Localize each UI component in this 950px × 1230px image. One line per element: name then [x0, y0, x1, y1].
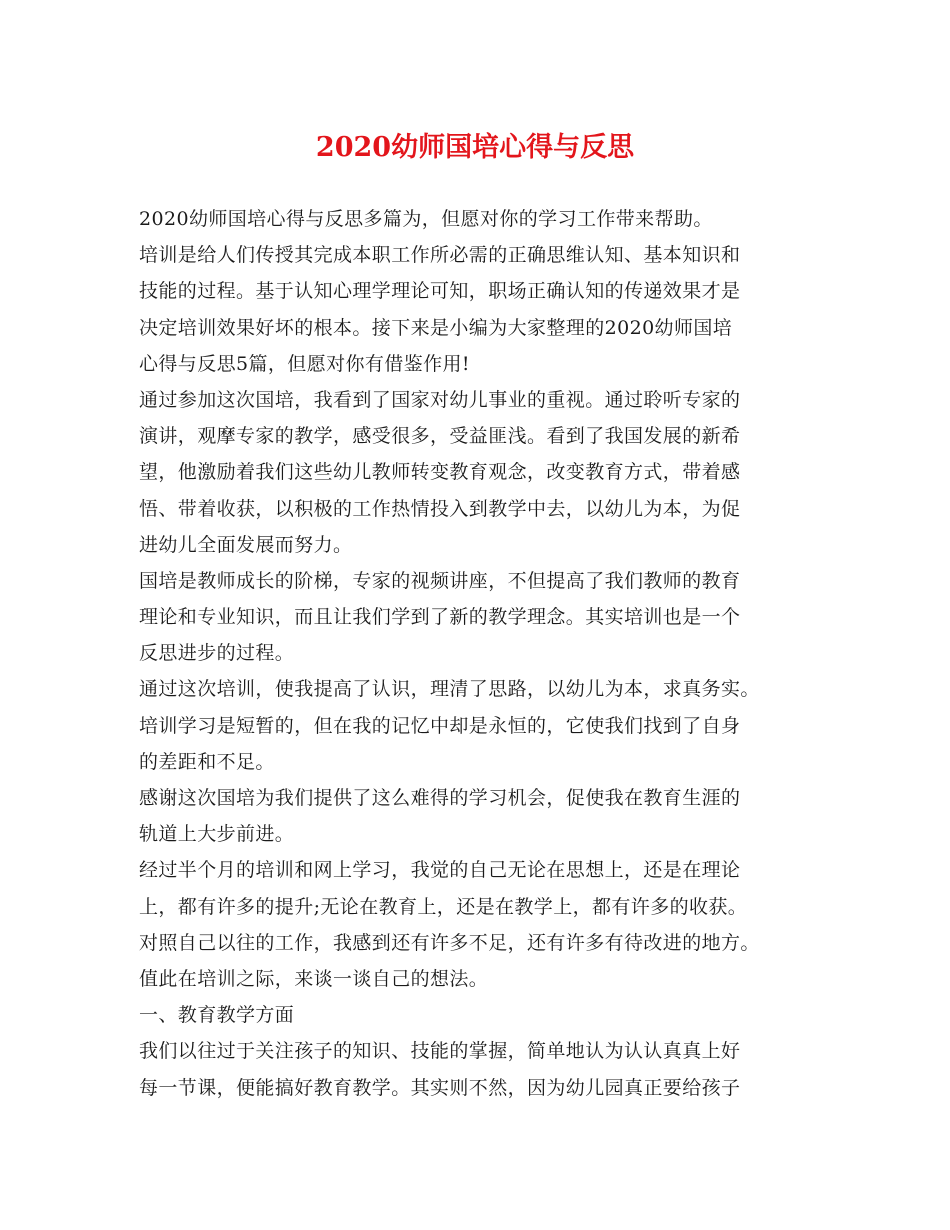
text-line: 感谢这次国培为我们提供了这么难得的学习机会，促使我在教育生涯的	[139, 787, 741, 809]
text-line: 2020幼师国培心得与反思多篇为，但愿对你的学习工作带来帮助。	[139, 208, 713, 230]
document-body	[139, 201, 829, 1106]
text-line: 演讲，观摩专家的教学，感受很多，受益匪浅。看到了我国发展的新希	[139, 425, 741, 448]
section-heading: 一、教育教学方面	[139, 1004, 295, 1027]
text-line: 的差距和不足。	[139, 750, 275, 773]
text-line: 值此在培训之际，来谈一谈自己的想法。	[139, 967, 489, 990]
text-line: 上，都有许多的提升;无论在教育上，还是在教学上，都有许多的收获。	[139, 895, 748, 918]
text-line: 技能的过程。基于认知心理学理论可知，职场正确认知的传递效果才是	[139, 280, 741, 303]
text-line: 培训学习是短暂的，但在我的记忆中却是永恒的，它使我们找到了自身	[139, 714, 741, 737]
text-line: 经过半个月的培训和网上学习，我觉的自己无论在思想上，还是在理论	[139, 859, 741, 882]
text-line: 轨道上大步前进。	[139, 823, 295, 846]
text-line: 通过这次培训，使我提高了认识，理清了思路，以幼儿为本，求真务实。	[139, 678, 760, 701]
document-title: 2020幼师国培心得与反思	[315, 132, 635, 163]
text-line: 反思进步的过程。	[139, 642, 295, 665]
text-line: 心得与反思5篇，但愿对你有借鉴作用!	[139, 352, 470, 375]
text-line: 决定培训效果好坏的根本。接下来是小编为大家整理的2020幼师国培	[139, 316, 733, 339]
text-line: 理论和专业知识，而且让我们学到了新的教学理念。其实培训也是一个	[139, 606, 741, 629]
text-line: 进幼儿全面发展而努力。	[139, 533, 353, 556]
text-line: 望，他激励着我们这些幼儿教师转变教育观念，改变教育方式，带着感	[139, 461, 741, 484]
text-line: 每一节课，便能搞好教育教学。其实则不然，因为幼儿园真正要给孩子	[139, 1076, 741, 1099]
text-line: 我们以往过于关注孩子的知识、技能的掌握，简单地认为认认真真上好	[139, 1040, 741, 1063]
text-line: 对照自己以往的工作，我感到还有许多不足，还有许多有待改进的地方。	[139, 931, 760, 954]
text-line: 培训是给人们传授其完成本职工作所必需的正确思维认知、基本知识和	[139, 244, 741, 267]
text-line: 通过参加这次国培，我看到了国家对幼儿事业的重视。通过聆听专家的	[139, 388, 741, 411]
text-line: 悟、带着收获，以积极的工作热情投入到教学中去，以幼儿为本，为促	[139, 497, 741, 520]
text-line: 国培是教师成长的阶梯，专家的视频讲座，不但提高了我们教师的教育	[139, 569, 741, 592]
